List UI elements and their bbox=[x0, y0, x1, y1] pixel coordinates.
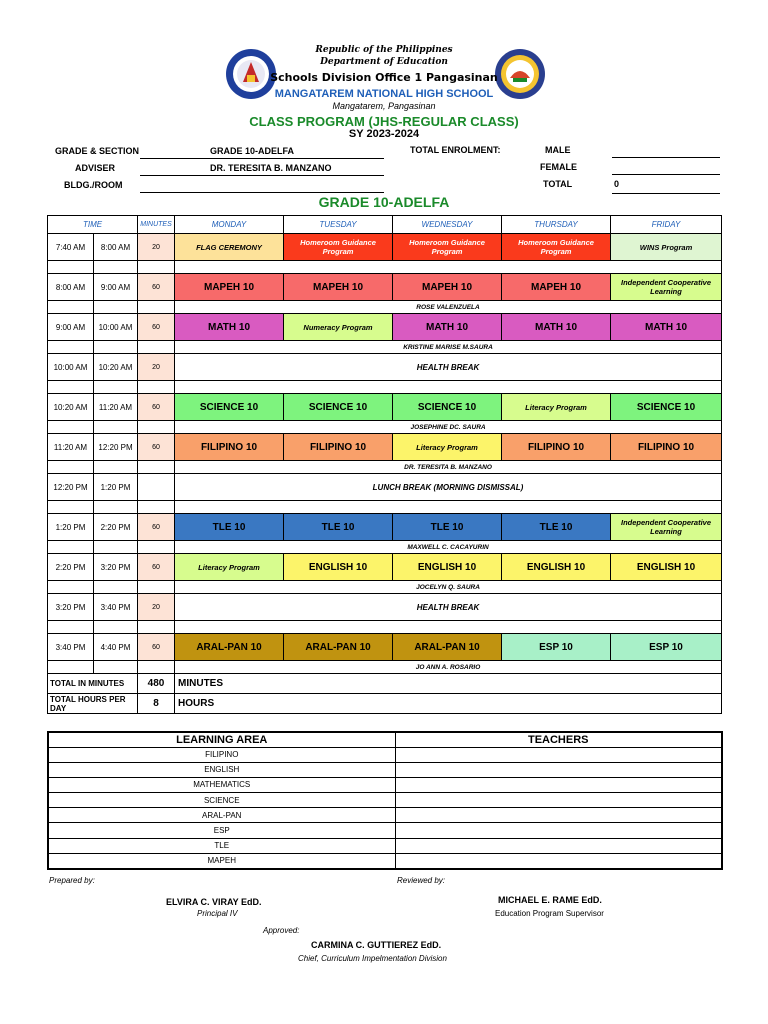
subject-cell: Independent Cooperative Learning bbox=[611, 274, 722, 301]
spacer-cell bbox=[138, 501, 175, 514]
grade-section-value: GRADE 10-ADELFA bbox=[210, 146, 295, 156]
end-time: 10:20 AM bbox=[94, 354, 138, 381]
subject-cell: Independent Cooperative Learning bbox=[611, 514, 722, 541]
minutes-cell: 60 bbox=[138, 634, 175, 661]
schedule-row bbox=[48, 434, 722, 461]
teacher-row bbox=[48, 341, 722, 354]
teacher-name bbox=[175, 501, 722, 514]
learning-area-row bbox=[48, 747, 722, 762]
teacher-name bbox=[175, 381, 722, 394]
end-time: 3:40 PM bbox=[94, 594, 138, 621]
subject-cell: MATH 10 bbox=[175, 314, 284, 341]
spacer-cell bbox=[138, 341, 175, 354]
minutes-cell: 60 bbox=[138, 274, 175, 301]
teacher-cell bbox=[395, 762, 722, 777]
subject-cell: SCIENCE 10 bbox=[611, 394, 722, 421]
teacher-cell bbox=[395, 853, 722, 868]
learning-area-name: MATHEMATICS bbox=[48, 777, 395, 792]
program-title: CLASS PROGRAM (JHS-REGULAR CLASS) bbox=[249, 114, 519, 129]
total-hours-label: TOTAL HOURS PER DAY bbox=[48, 694, 138, 714]
male-underline bbox=[612, 157, 720, 158]
break-cell: HEALTH BREAK bbox=[175, 354, 722, 381]
adviser-underline bbox=[140, 175, 384, 176]
subject-cell: Literacy Program bbox=[175, 554, 284, 581]
subject-cell: MATH 10 bbox=[611, 314, 722, 341]
teacher-row bbox=[48, 541, 722, 554]
learning-area-row bbox=[48, 777, 722, 792]
subject-cell: MATH 10 bbox=[393, 314, 502, 341]
spacer-cell bbox=[48, 541, 94, 554]
teacher-row bbox=[48, 421, 722, 434]
spacer-cell bbox=[94, 621, 138, 634]
minutes-cell: 60 bbox=[138, 434, 175, 461]
teacher-row bbox=[48, 301, 722, 314]
spacer-cell bbox=[48, 381, 94, 394]
department-line: Department of Education bbox=[320, 57, 448, 67]
minutes-cell: 60 bbox=[138, 554, 175, 581]
start-time: 8:00 AM bbox=[48, 274, 94, 301]
learning-area-name: FILIPINO bbox=[48, 747, 395, 762]
end-time: 12:20 PM bbox=[94, 434, 138, 461]
teacher-name: JOCELYN Q. SAURA bbox=[175, 581, 722, 594]
minutes-cell: 20 bbox=[138, 354, 175, 381]
subject-cell: Literacy Program bbox=[393, 434, 502, 461]
subject-cell: FILIPINO 10 bbox=[175, 434, 284, 461]
spacer-cell bbox=[48, 621, 94, 634]
minutes-header: MINUTES bbox=[138, 216, 175, 234]
teacher-cell bbox=[395, 777, 722, 792]
reviewed-by-label: Reviewed by: bbox=[397, 876, 446, 885]
end-time: 11:20 AM bbox=[94, 394, 138, 421]
subject-cell: ENGLISH 10 bbox=[611, 554, 722, 581]
teacher-name: JOSEPHINE DC. SAURA bbox=[175, 421, 722, 434]
adviser-label: ADVISER bbox=[75, 163, 116, 173]
minutes-cell: 60 bbox=[138, 514, 175, 541]
start-time: 10:20 AM bbox=[48, 394, 94, 421]
start-time: 11:20 AM bbox=[48, 434, 94, 461]
municipality: Mangatarem, Pangasinan bbox=[332, 101, 436, 111]
spacer-cell bbox=[48, 301, 94, 314]
spacer-cell bbox=[48, 461, 94, 474]
subject-cell: FLAG CEREMONY bbox=[175, 234, 284, 261]
total-label: TOTAL bbox=[543, 179, 573, 189]
spacer-cell bbox=[94, 261, 138, 274]
schedule-row bbox=[48, 474, 722, 501]
approved-label: Approved: bbox=[263, 926, 300, 935]
day-header: FRIDAY bbox=[611, 216, 722, 234]
learning-area-row bbox=[48, 762, 722, 777]
subject-cell: ARAL-PAN 10 bbox=[175, 634, 284, 661]
spacer-cell bbox=[138, 461, 175, 474]
end-time: 2:20 PM bbox=[94, 514, 138, 541]
teachers-header: TEACHERS bbox=[395, 732, 722, 747]
teacher-name: ROSE VALENZUELA bbox=[175, 301, 722, 314]
learning-area-name: TLE bbox=[48, 838, 395, 853]
day-header: WEDNESDAY bbox=[393, 216, 502, 234]
reviewed-by-title: Education Program Supervisor bbox=[495, 909, 604, 918]
teacher-name: JO ANN A. ROSARIO bbox=[175, 661, 722, 674]
spacer-cell bbox=[94, 341, 138, 354]
teacher-row bbox=[48, 261, 722, 274]
end-time: 4:40 PM bbox=[94, 634, 138, 661]
break-cell: LUNCH BREAK (MORNING DISMISSAL) bbox=[175, 474, 722, 501]
spacer-cell bbox=[48, 661, 94, 674]
teacher-row bbox=[48, 581, 722, 594]
female-label: FEMALE bbox=[540, 162, 577, 172]
schedule-row bbox=[48, 634, 722, 661]
start-time: 1:20 PM bbox=[48, 514, 94, 541]
approved-name: CARMINA C. GUTTIEREZ EdD. bbox=[311, 940, 442, 950]
teacher-cell bbox=[395, 838, 722, 853]
subject-cell: Numeracy Program bbox=[284, 314, 393, 341]
teacher-row bbox=[48, 501, 722, 514]
learning-area-name: SCIENCE bbox=[48, 793, 395, 808]
subject-cell: TLE 10 bbox=[175, 514, 284, 541]
division-line: Schools Division Office 1 Pangasinan bbox=[270, 71, 498, 84]
subject-cell: Literacy Program bbox=[502, 394, 611, 421]
end-time: 3:20 PM bbox=[94, 554, 138, 581]
grade-title: GRADE 10-ADELFA bbox=[318, 194, 450, 210]
spacer-cell bbox=[138, 421, 175, 434]
schedule-row bbox=[48, 394, 722, 421]
spacer-cell bbox=[94, 541, 138, 554]
subject-cell: SCIENCE 10 bbox=[284, 394, 393, 421]
female-underline bbox=[612, 174, 720, 175]
prepared-by-title: Principal IV bbox=[197, 909, 238, 918]
spacer-cell bbox=[138, 261, 175, 274]
total-value: 0 bbox=[614, 179, 620, 189]
schedule-row bbox=[48, 554, 722, 581]
learning-area-name: ESP bbox=[48, 823, 395, 838]
prepared-by-label: Prepared by: bbox=[49, 876, 95, 885]
teacher-row bbox=[48, 661, 722, 674]
start-time: 2:20 PM bbox=[48, 554, 94, 581]
subject-cell: TLE 10 bbox=[502, 514, 611, 541]
subject-cell: MAPEH 10 bbox=[393, 274, 502, 301]
end-time: 10:00 AM bbox=[94, 314, 138, 341]
teacher-name: MAXWELL C. CACAYURIN bbox=[175, 541, 722, 554]
subject-cell: ENGLISH 10 bbox=[393, 554, 502, 581]
subject-cell: TLE 10 bbox=[393, 514, 502, 541]
spacer-cell bbox=[94, 421, 138, 434]
day-header: TUESDAY bbox=[284, 216, 393, 234]
teacher-row bbox=[48, 461, 722, 474]
learning-area-row bbox=[48, 823, 722, 838]
minutes-cell: 20 bbox=[138, 234, 175, 261]
spacer-cell bbox=[138, 541, 175, 554]
start-time: 12:20 PM bbox=[48, 474, 94, 501]
schedule-row bbox=[48, 274, 722, 301]
total-hours-row bbox=[48, 694, 722, 714]
schedule-row bbox=[48, 314, 722, 341]
teacher-cell bbox=[395, 793, 722, 808]
spacer-cell bbox=[48, 421, 94, 434]
start-time: 10:00 AM bbox=[48, 354, 94, 381]
teacher-row bbox=[48, 621, 722, 634]
spacer-cell bbox=[94, 461, 138, 474]
learning-area-name: ARAL-PAN bbox=[48, 808, 395, 823]
schedule-row bbox=[48, 354, 722, 381]
teacher-cell bbox=[395, 808, 722, 823]
start-time: 7:40 AM bbox=[48, 234, 94, 261]
learning-area-row bbox=[48, 838, 722, 853]
start-time: 3:20 PM bbox=[48, 594, 94, 621]
minutes-cell: 20 bbox=[138, 594, 175, 621]
subject-cell: MAPEH 10 bbox=[175, 274, 284, 301]
teacher-name: KRISTINE MARISE M.SAURA bbox=[175, 341, 722, 354]
total-minutes-label: TOTAL IN MINUTES bbox=[48, 674, 138, 694]
total-hours-value: 8 bbox=[138, 694, 175, 714]
learning-area-row bbox=[48, 793, 722, 808]
room-underline bbox=[140, 192, 384, 193]
republic-line: Republic of the Philippines bbox=[315, 45, 453, 55]
subject-cell: MATH 10 bbox=[502, 314, 611, 341]
start-time: 9:00 AM bbox=[48, 314, 94, 341]
adviser-value: DR. TERESITA B. MANZANO bbox=[210, 163, 332, 173]
subject-cell: Homeroom Guidance Program bbox=[393, 234, 502, 261]
spacer-cell bbox=[138, 661, 175, 674]
subject-cell: ARAL-PAN 10 bbox=[393, 634, 502, 661]
grade-section-label: GRADE & SECTION bbox=[55, 146, 140, 156]
teacher-cell bbox=[395, 747, 722, 762]
subject-cell: WINS Program bbox=[611, 234, 722, 261]
schedule-table bbox=[47, 215, 722, 714]
subject-cell: TLE 10 bbox=[284, 514, 393, 541]
reviewed-by-name: MICHAEL E. RAME EdD. bbox=[498, 895, 602, 905]
hours-unit: HOURS bbox=[175, 694, 722, 714]
school-year: SY 2023-2024 bbox=[348, 128, 420, 140]
minutes-cell: 60 bbox=[138, 314, 175, 341]
end-time: 9:00 AM bbox=[94, 274, 138, 301]
subject-cell: ESP 10 bbox=[502, 634, 611, 661]
schedule-header-row bbox=[48, 216, 722, 234]
subject-cell: MAPEH 10 bbox=[502, 274, 611, 301]
subject-cell: FILIPINO 10 bbox=[611, 434, 722, 461]
time-header: TIME bbox=[48, 216, 138, 234]
spacer-cell bbox=[94, 381, 138, 394]
teacher-row bbox=[48, 381, 722, 394]
spacer-cell bbox=[138, 581, 175, 594]
learning-area-table bbox=[47, 731, 723, 870]
schedule-row bbox=[48, 594, 722, 621]
subject-cell: SCIENCE 10 bbox=[175, 394, 284, 421]
spacer-cell bbox=[94, 581, 138, 594]
subject-cell: Homeroom Guidance Program bbox=[284, 234, 393, 261]
spacer-cell bbox=[138, 621, 175, 634]
prepared-by-name: ELVIRA C. VIRAY EdD. bbox=[166, 897, 262, 907]
spacer-cell bbox=[138, 381, 175, 394]
subject-cell: FILIPINO 10 bbox=[284, 434, 393, 461]
subject-cell: FILIPINO 10 bbox=[502, 434, 611, 461]
learning-area-name: MAPEH bbox=[48, 853, 395, 868]
spacer-cell bbox=[94, 661, 138, 674]
subject-cell: ESP 10 bbox=[611, 634, 722, 661]
subject-cell: ENGLISH 10 bbox=[502, 554, 611, 581]
total-minutes-row bbox=[48, 674, 722, 694]
spacer-cell bbox=[48, 581, 94, 594]
end-time: 1:20 PM bbox=[94, 474, 138, 501]
start-time: 3:40 PM bbox=[48, 634, 94, 661]
enrolment-label: TOTAL ENROLMENT: bbox=[410, 145, 501, 155]
learning-area-name: ENGLISH bbox=[48, 762, 395, 777]
subject-cell: SCIENCE 10 bbox=[393, 394, 502, 421]
spacer-cell bbox=[138, 301, 175, 314]
schedule-row bbox=[48, 234, 722, 261]
spacer-cell bbox=[94, 301, 138, 314]
teacher-name: DR. TERESITA B. MANZANO bbox=[175, 461, 722, 474]
male-label: MALE bbox=[545, 145, 571, 155]
learning-area-row bbox=[48, 853, 722, 868]
spacer-cell bbox=[48, 501, 94, 514]
total-minutes-value: 480 bbox=[138, 674, 175, 694]
spacer-cell bbox=[48, 261, 94, 274]
learning-area-row bbox=[48, 808, 722, 823]
day-header: THURSDAY bbox=[502, 216, 611, 234]
teacher-name bbox=[175, 261, 722, 274]
teacher-cell bbox=[395, 823, 722, 838]
school-name: MANGATAREM NATIONAL HIGH SCHOOL bbox=[274, 88, 494, 100]
grade-section-underline bbox=[140, 158, 384, 159]
end-time: 8:00 AM bbox=[94, 234, 138, 261]
teacher-name bbox=[175, 621, 722, 634]
room-label: BLDG./ROOM bbox=[64, 180, 123, 190]
subject-cell: ARAL-PAN 10 bbox=[284, 634, 393, 661]
break-cell: HEALTH BREAK bbox=[175, 594, 722, 621]
subject-cell: MAPEH 10 bbox=[284, 274, 393, 301]
approved-title: Chief, Curriculum Impelmentation Division bbox=[298, 954, 447, 963]
learning-area-header: LEARNING AREA bbox=[48, 732, 395, 747]
schedule-row bbox=[48, 514, 722, 541]
minutes-cell bbox=[138, 474, 175, 501]
spacer-cell bbox=[48, 341, 94, 354]
spacer-cell bbox=[94, 501, 138, 514]
subject-cell: Homeroom Guidance Program bbox=[502, 234, 611, 261]
subject-cell: ENGLISH 10 bbox=[284, 554, 393, 581]
minutes-cell: 60 bbox=[138, 394, 175, 421]
minutes-unit: MINUTES bbox=[175, 674, 722, 694]
day-header: MONDAY bbox=[175, 216, 284, 234]
